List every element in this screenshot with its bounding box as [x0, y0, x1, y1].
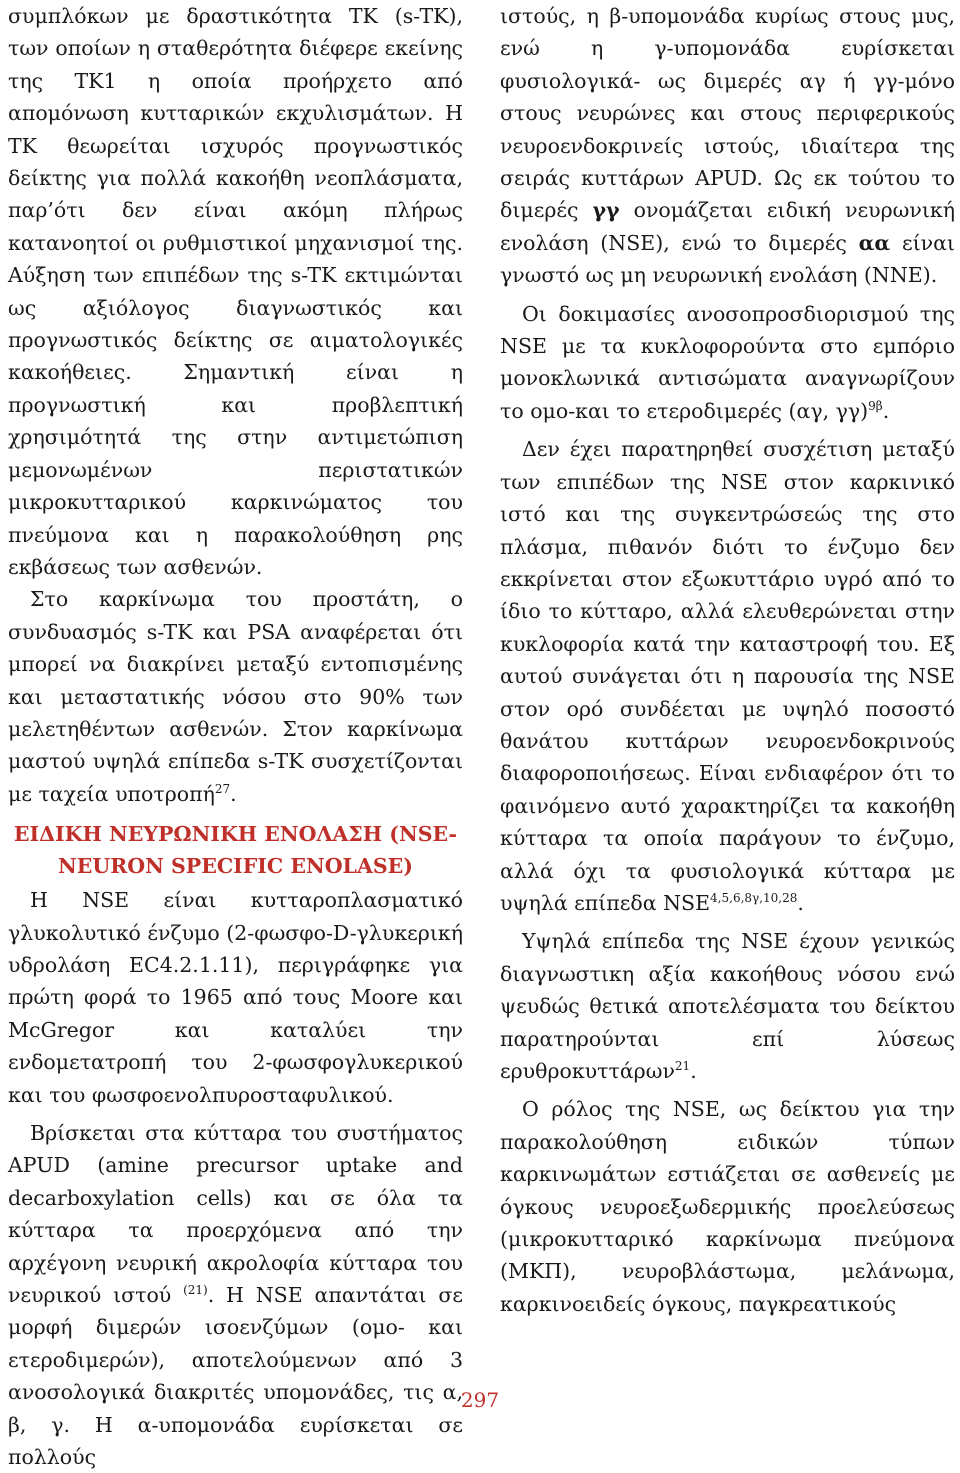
right-paragraph-4 — [500, 925, 955, 1087]
right-paragraph-4-end: . — [690, 1059, 697, 1083]
section-heading-nse: ΕΙΔΙΚΗ ΝΕΥΡΩΝΙΚΗ ΕΝΟΛΑΣΗ (NSE-NEURON SPECIFIC ENOLASE) — [13, 822, 458, 879]
right-paragraph-1-text-c: είναι γνωστό ως μη νευρωνική ενολάση (NNE). — [500, 230, 955, 288]
right-paragraph-2-end: . — [882, 398, 890, 423]
right-paragraph-3-end: . — [797, 890, 804, 915]
left-paragraph-4-text-b: . Η NSE απαντάται σε μορφή διμερών ισοενζύμων (ομο- και ετεροδιμερών), αποτελούμενων από 3 ανοσολογικά διακριτές υπομονάδες, τις α, β, γ. Η α-υπομονάδα ευρίσκεται σε πολλούς — [8, 1283, 463, 1470]
left-column — [8, 0, 463, 1473]
right-paragraph-1-text-b: ονομάζεται ειδική νευρωνική ενολάση (NSE), ενώ το διμερές — [500, 198, 955, 255]
citation-21: (21) — [183, 1283, 208, 1298]
right-paragraph-2-text: Οι δοκιμασίες ανοσοπροσδιορισμού της NSE με τα κυκλοφορούντα στο εμπόριο μονοκλωνικά αντισώματα αναγνωρίζουν το ομο-και το ετεροδιμερές (αγ, γγ) — [500, 301, 955, 423]
dimer-aa: αα — [858, 230, 891, 255]
citation-9b: 9β — [868, 399, 883, 414]
right-paragraph-3-text: Δεν έχει παρατηρηθεί συσχέτιση μεταξύ των επιπέδων της NSE στον καρκινικό ιστό και της συγκεντρώσεώς της στο πλάσμα, πιθανόν διότι το ένζυμο δεν εκκρίνεται στον εξωκυττάριο υγρό από το ίδιο το κύτταρο, αλλά ελευθερώνεται στην κυκλοφορία κατά την καταστροφή του. Εξ αυτού συνάγεται ότι η παρουσία της NSE στον ορό συνδέεται με υψηλό ποσοστό θανάτου κυττάρων νευροενδοκρινούς διαφοροποιήσεως. Είναι ενδιαφέρον ότι το φαινόμενο αυτό χαρακτηρίζει τα κακοήθη κύτταρα τα οποία παράγουν το ένζυμο, αλλά όχι τα φυσιολογικά κύτταρα με υψηλά επίπεδα NSE — [500, 437, 955, 915]
left-paragraph-2 — [8, 583, 463, 810]
right-paragraph-1 — [500, 0, 955, 292]
right-column — [500, 0, 955, 1320]
left-paragraph-1: συμπλόκων με δραστικότητα ΤΚ (s-TK), των οποίων η σταθερότητα διέφερε εκείνης της ΤΚ1 η οποία προήρχετο από απομόνωση κυτταρικών εκχυλισμάτων. Η ΤΚ θεωρείται ισχυρός προγνωστικός δείκτης για πολλά κακοήθη νεοπλάσματα, παρ’ότι δεν είναι ακόμη πλήρως κατανοητοί οι ρυθμιστικοί μηχανισμοί της. Αύξηση των επιπέδων της s-TK εκτιμώνται ως αξιόλογος διαγνωστικός και προγνωστικός δείκτης σε αιματολογικές κακοήθειες. Σημαντική είναι η προγνωστική και προβλεπτική χρησιμότητά της στην αντιμετώπιση μεμονωμένων περιστατικών μικροκυτταρικού καρκινώματος του πνεύμονα και η παρακολούθηση ρης εκβάσεως των ασθενών. — [8, 4, 463, 579]
citation-multi: 4,5,6,8γ,10,28 — [710, 891, 798, 906]
left-paragraph-4 — [8, 1117, 463, 1473]
left-paragraph-4-text-a: Βρίσκεται στα κύτταρα του συστήματος APUD (amine precursor uptake and decarboxylation cells) και σε όλα τα κύτταρα τα προερχόμενα από την αρχέγονη νευρική ακρολοφία κύτταρα του νευρικού ιστού — [8, 1121, 463, 1308]
citation-27: 27 — [214, 781, 231, 796]
dimer-gg: γγ — [592, 198, 620, 223]
page-number: 297 — [460, 1388, 500, 1412]
left-paragraph-3: Η NSE είναι κυτταροπλασματικό γλυκολυτικό ένζυμο (2-φωσφο-D-γλυκερική υδρολάση EC4.2.1.11), περιγράφηκε για πρώτη φορά το 1965 από τους Moore και McGregor και καταλύει την ενδομετατροπή του 2-φωσφογλυκερικού και του φωσφοενολπυροσταφυλικού. — [8, 888, 463, 1107]
left-paragraph-2-text: Στο καρκίνωμα του προστάτη, ο συνδυασμός s-TK και PSA αναφέρεται ότι μπορεί να διακρίνει μεταξύ εντοπισμένης και μεταστατικής νόσου στο 90% των μελετηθέντων ασθενών. Στον καρκίνωμα μαστού υψηλά επίπεδα s-TK συσχετίζονται με ταχεία υποτροπή — [8, 587, 463, 806]
right-paragraph-4-text: Υψηλά επίπεδα της NSE έχουν γενικώς διαγνωστικη αξία κακοήθους νόσου ενώ ψευδώς θετικά αποτελέσματα του δείκτου παρατηρούνται επί λύσεως ερυθροκυττάρων — [500, 929, 955, 1083]
left-paragraph-2-end: . — [230, 781, 237, 806]
right-paragraph-2 — [500, 298, 955, 428]
citation-21b: 21 — [674, 1059, 691, 1074]
right-paragraph-1-text-a: ιστούς, η β-υπομονάδα κυρίως στους μυς, ενώ η γ-υπομονάδα ευρίσκεται φυσιολογικά- ως διμερές αγ ή γγ-μόνο στους νευρώνες και στους περιφερικούς νευροενδοκρινείς ιστούς, ιδιαίτερα της σειράς κυττάρων APUD. Ως εκ τούτου το διμερές — [500, 4, 955, 223]
right-paragraph-5: Ο ρόλος της NSE, ως δείκτου για την παρακολούθηση ειδικών τύπων καρκινωμάτων εστιάζεται σε ασθενείς με όγκους νευροεξωδερμικής προελεύσεως (μικροκυτταρικό καρκίνωμα πνεύμονα (ΜΚΠ), νευροβλάστωμα, μελάνωμα, καρκινοειδείς όγκους, παγκρεατικούς — [500, 1097, 955, 1316]
right-paragraph-3 — [500, 433, 955, 919]
